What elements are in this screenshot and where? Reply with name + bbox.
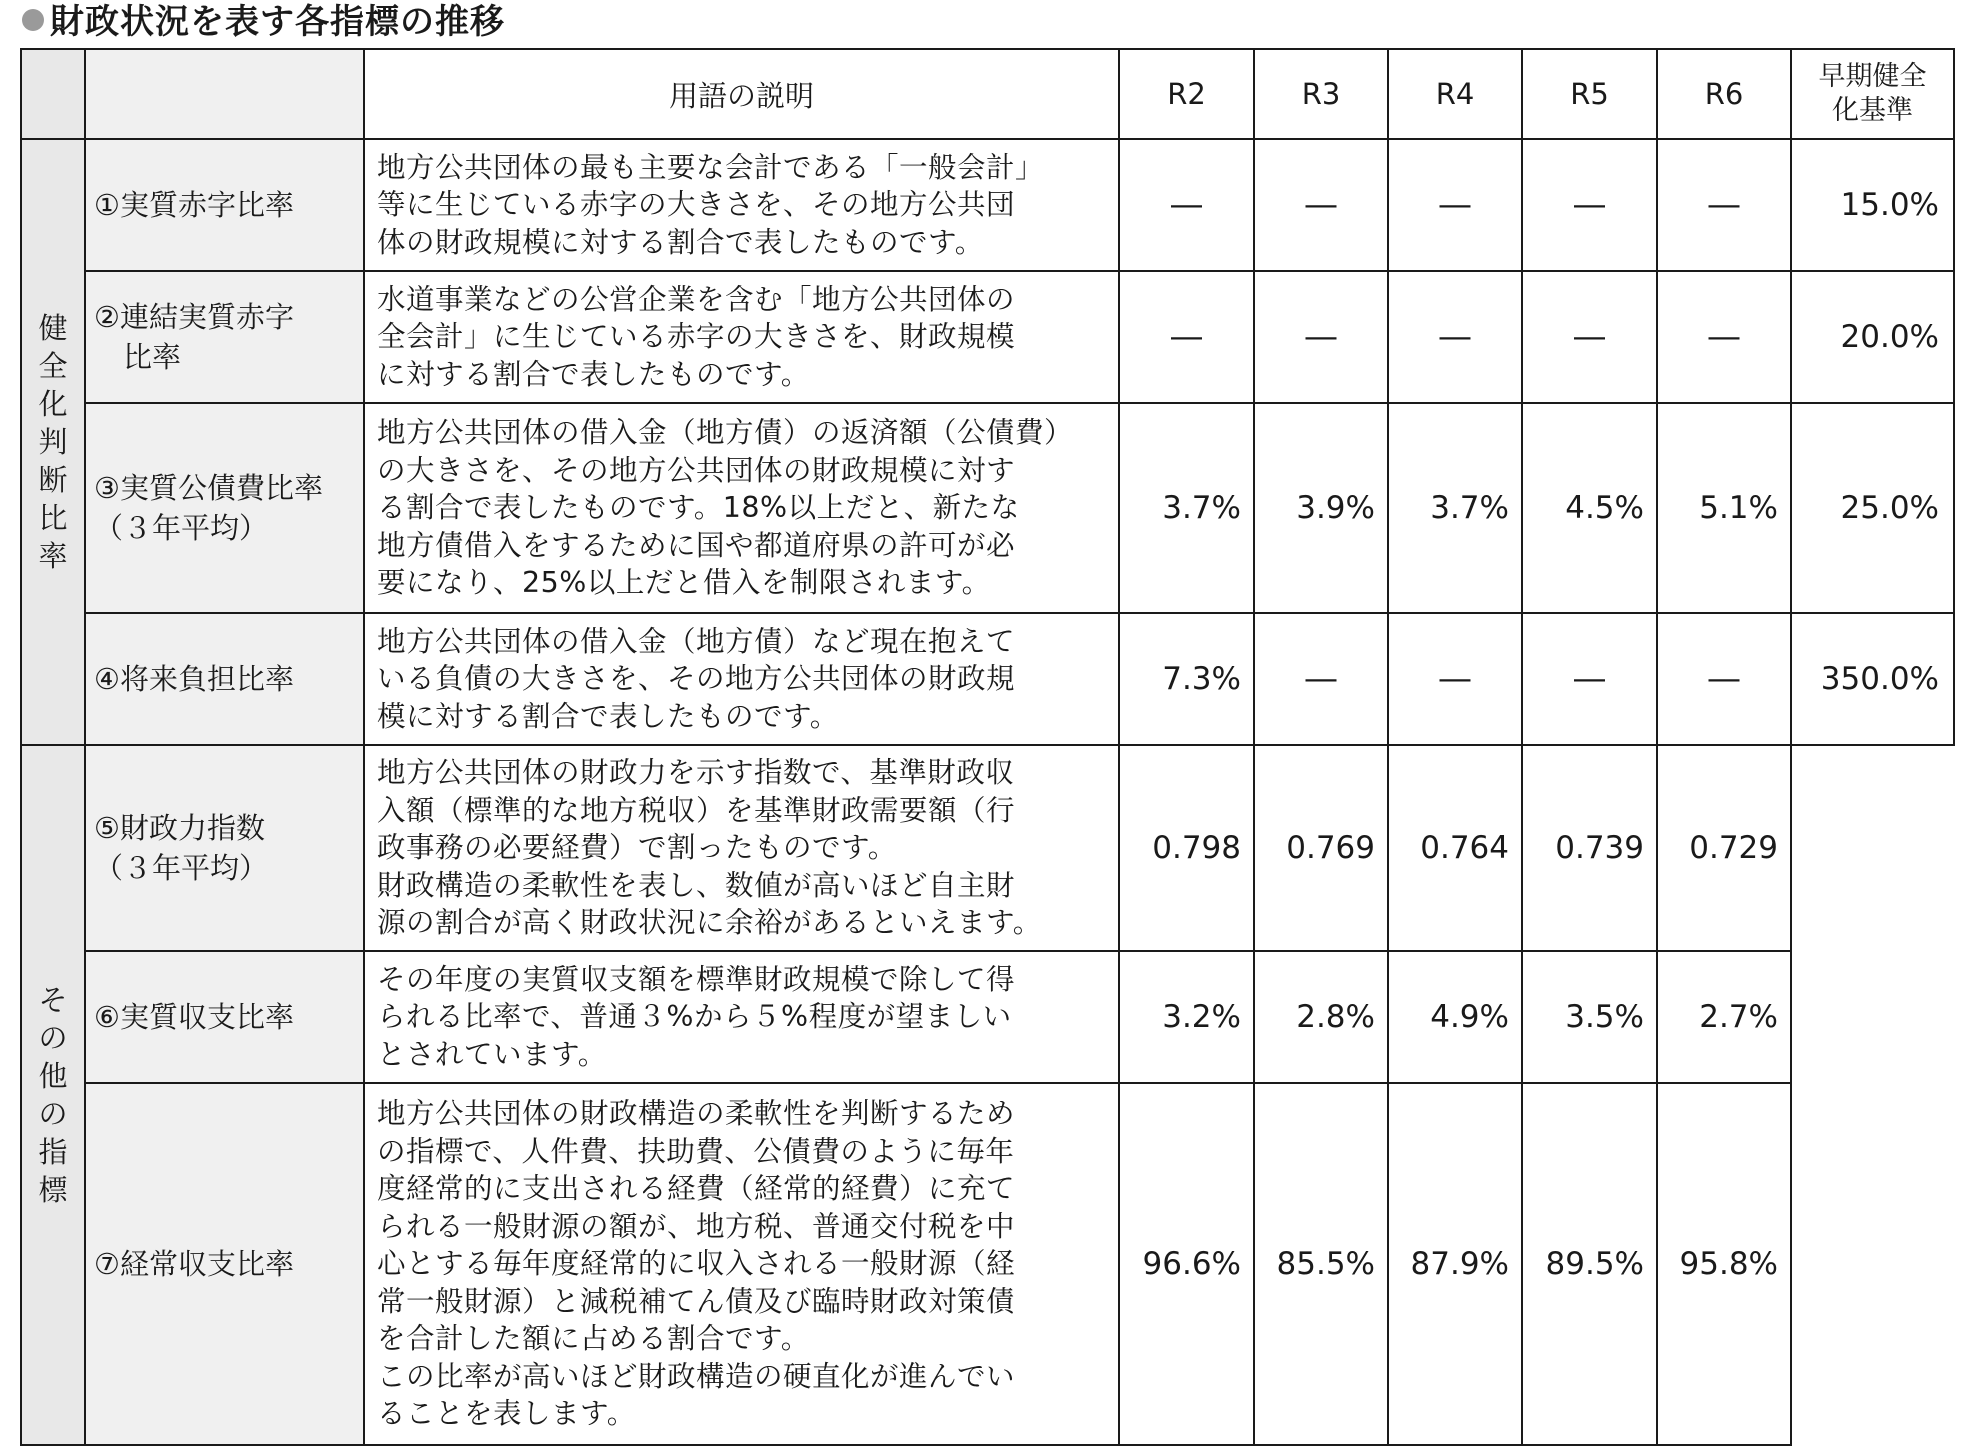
indicator-description: 地方公共団体の財政構造の柔軟性を判断するため の指標で、人件費、扶助費、公債費のように毎年 度経常的に支出される経費（経常的経費）に充て られる一般財源の額が、地方税、普通交付税を中 心とする毎年度経常的に収入される一般財源（経 常一般財源）と減税補てん債及び臨時財政対策債 を合計した額に占める割合です。 この比率が高いほど財政構造の硬直化が進んでい ることを表します。 bbox=[364, 1083, 1119, 1445]
indicator-description: その年度の実質収支額を標準財政規模で除して得 られる比率で、普通３%から５%程度が望ましい とされています。 bbox=[364, 951, 1119, 1083]
indicator-description: 地方公共団体の最も主要な会計である「一般会計」 等に生じている赤字の大きさを、その地方公共団 体の財政規模に対する割合で表したものです。 bbox=[364, 139, 1119, 271]
value-cell: ― bbox=[1522, 271, 1657, 403]
value-cell: 0.769 bbox=[1254, 745, 1388, 951]
value-cell: ― bbox=[1254, 139, 1388, 271]
value-cell: ― bbox=[1254, 613, 1388, 745]
value-cell: ― bbox=[1119, 271, 1254, 403]
value-cell: 3.5% bbox=[1522, 951, 1657, 1083]
value-cell: 3.7% bbox=[1388, 403, 1522, 613]
value-cell: 95.8% bbox=[1657, 1083, 1791, 1445]
empty-standard-cell bbox=[1791, 951, 1954, 1083]
value-cell: 87.9% bbox=[1388, 1083, 1522, 1445]
value-cell: 2.7% bbox=[1657, 951, 1791, 1083]
value-cell: ― bbox=[1522, 613, 1657, 745]
value-cell: 5.1% bbox=[1657, 403, 1791, 613]
group-label-text: その他の指標 bbox=[38, 983, 68, 1207]
value-cell: 2.8% bbox=[1254, 951, 1388, 1083]
group-label-text: 健全化判断比率 bbox=[38, 311, 68, 573]
group-label-other bbox=[21, 745, 85, 1445]
value-cell: ― bbox=[1657, 613, 1791, 745]
value-cell: 0.798 bbox=[1119, 745, 1254, 951]
value-cell: 0.739 bbox=[1522, 745, 1657, 951]
value-cell: 7.3% bbox=[1119, 613, 1254, 745]
table-row bbox=[21, 403, 1954, 613]
standard-cell: 350.0% bbox=[1791, 613, 1954, 745]
value-cell: 96.6% bbox=[1119, 1083, 1254, 1445]
value-cell: 3.2% bbox=[1119, 951, 1254, 1083]
table-row bbox=[21, 271, 1954, 403]
header-name-cell bbox=[85, 49, 364, 139]
header-description: 用語の説明 bbox=[364, 49, 1119, 139]
indicator-description: 水道事業などの公営企業を含む「地方公共団体の 全会計」に生じている赤字の大きさを、財政規模 に対する割合で表したものです。 bbox=[364, 271, 1119, 403]
indicator-name: ③実質公債費比率 （３年平均） bbox=[85, 403, 364, 613]
value-cell: ― bbox=[1254, 271, 1388, 403]
table-row bbox=[21, 745, 1954, 951]
indicator-description: 地方公共団体の借入金（地方債）の返済額（公債費） の大きさを、その地方公共団体の財政規模に対す る割合で表したものです。18%以上だと、新たな 地方債借入をするために国や都道府県の許可が必 要になり、25%以上だと借入を制限されます。 bbox=[364, 403, 1119, 613]
value-cell: ― bbox=[1388, 271, 1522, 403]
indicator-name: ②連結実質赤字 比率 bbox=[85, 271, 364, 403]
value-cell: 0.764 bbox=[1388, 745, 1522, 951]
table-row bbox=[21, 613, 1954, 745]
table-row bbox=[21, 1083, 1954, 1445]
bullet-icon bbox=[22, 9, 44, 31]
table-row bbox=[21, 139, 1954, 271]
empty-standard-cell bbox=[1791, 1083, 1954, 1445]
group-label-soundness bbox=[21, 139, 85, 745]
value-cell: ― bbox=[1388, 613, 1522, 745]
indicator-description: 地方公共団体の財政力を示す指数で、基準財政収 入額（標準的な地方税収）を基準財政需要額（行 政事務の必要経費）で割ったものです。 財政構造の柔軟性を表し、数値が高いほど自主財 源の割合が高く財政状況に余裕があるといえます。 bbox=[364, 745, 1119, 951]
indicator-name: ①実質赤字比率 bbox=[85, 139, 364, 271]
standard-cell: 15.0% bbox=[1791, 139, 1954, 271]
indicator-name: ④将来負担比率 bbox=[85, 613, 364, 745]
header-year-r2: R2 bbox=[1119, 49, 1254, 139]
header-year-r3: R3 bbox=[1254, 49, 1388, 139]
indicator-description: 地方公共団体の借入金（地方債）など現在抱えて いる負債の大きさを、その地方公共団体の財政規 模に対する割合で表したものです。 bbox=[364, 613, 1119, 745]
value-cell: 3.7% bbox=[1119, 403, 1254, 613]
indicator-name: ⑤財政力指数 （３年平均） bbox=[85, 745, 364, 951]
standard-cell: 20.0% bbox=[1791, 271, 1954, 403]
table-row bbox=[21, 951, 1954, 1083]
header-standard: 早期健全 化基準 bbox=[1791, 49, 1954, 139]
header-row bbox=[21, 49, 1954, 139]
header-group-cell bbox=[21, 49, 85, 139]
header-year-r6: R6 bbox=[1657, 49, 1791, 139]
header-year-r5: R5 bbox=[1522, 49, 1657, 139]
header-year-r4: R4 bbox=[1388, 49, 1522, 139]
value-cell: ― bbox=[1119, 139, 1254, 271]
indicator-name: ⑥実質収支比率 bbox=[85, 951, 364, 1083]
value-cell: ― bbox=[1388, 139, 1522, 271]
value-cell: 89.5% bbox=[1522, 1083, 1657, 1445]
indicator-table bbox=[20, 48, 1955, 1446]
value-cell: 4.5% bbox=[1522, 403, 1657, 613]
value-cell: ― bbox=[1657, 139, 1791, 271]
value-cell: ― bbox=[1657, 271, 1791, 403]
indicator-name: ⑦経常収支比率 bbox=[85, 1083, 364, 1445]
page-title bbox=[22, 0, 505, 44]
value-cell: 3.9% bbox=[1254, 403, 1388, 613]
value-cell: ― bbox=[1522, 139, 1657, 271]
page-title-text: 財政状況を表す各指標の推移 bbox=[50, 2, 505, 42]
empty-standard-cell bbox=[1791, 745, 1954, 951]
standard-cell: 25.0% bbox=[1791, 403, 1954, 613]
value-cell: 0.729 bbox=[1657, 745, 1791, 951]
value-cell: 85.5% bbox=[1254, 1083, 1388, 1445]
value-cell: 4.9% bbox=[1388, 951, 1522, 1083]
